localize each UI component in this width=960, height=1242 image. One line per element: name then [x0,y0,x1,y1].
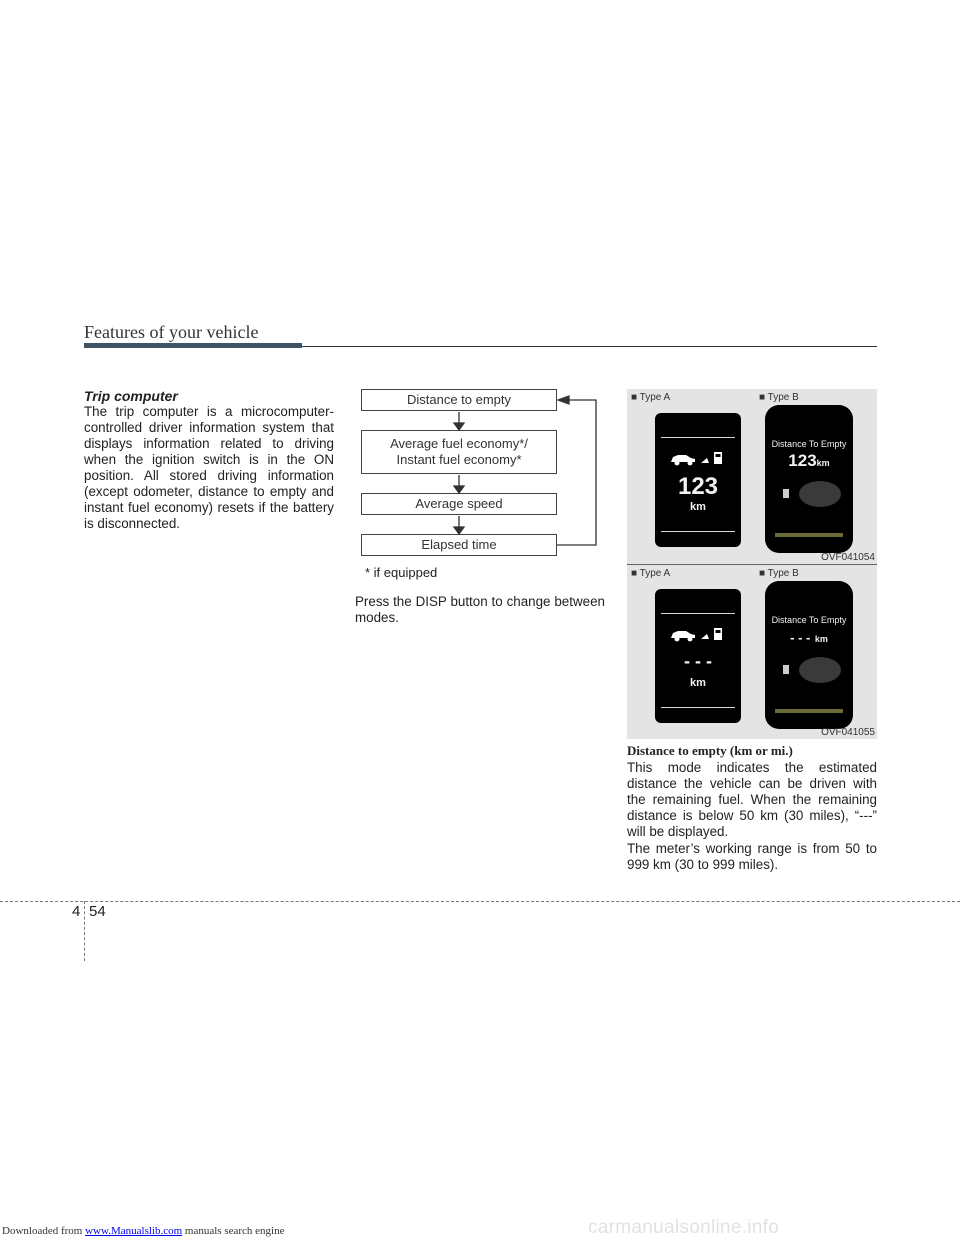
flow-box-average-speed: Average speed [361,493,557,515]
section-title: Features of your vehicle [84,322,259,342]
flow-box-line-2: Instant fuel economy* [396,452,522,467]
figure-distance-to-empty-dashes [627,565,877,739]
car-image [799,657,841,683]
type-a-display [655,589,741,723]
type-a-value: - - - [684,651,712,671]
type-b-value: 123 [788,451,817,470]
manualslib-link[interactable]: www.Manualslib.com [85,1225,183,1237]
arrow-down-icon [454,423,464,430]
flow-box-elapsed-time: Elapsed time [361,534,557,556]
type-b-unit: km [816,458,830,468]
arrow-down-icon [454,486,464,493]
figure-code: OVF041055 [821,727,875,738]
type-b-title: Distance To Empty [771,439,847,449]
watermark: carmanualsonline.info [588,1217,780,1238]
page-number: 54 [89,903,106,920]
disp-instruction: Press the DISP button to change between modes. [355,594,605,625]
distance-to-empty-heading: Distance to empty (km or mi.) [627,743,793,758]
type-b-unit: km [814,634,828,644]
arrow-down-icon [454,527,464,534]
trip-computer-paragraph: The trip computer is a microcomputer-controlled driver information system that displays information related to driving when the ignition switch is in the ON position. All stored driving information (except odometer, distance to empty and instant fuel economy) resets if the battery is disconnected. [84,404,334,531]
trip-computer-heading: Trip computer [84,388,178,404]
arrow-left-icon [558,396,569,404]
car-fuel-icon [669,625,731,643]
footer-dashed-divider [84,901,85,961]
distance-to-empty-paragraph-2: The meter’s working range is from 50 to 999 km (30 to 999 miles). [627,841,877,872]
type-b-label: ■ Type B [759,392,799,403]
download-notice [2,1225,284,1237]
type-b-display [765,405,853,553]
type-a-label: ■ Type A [631,568,671,579]
flow-box-distance-to-empty: Distance to empty [361,389,557,411]
type-b-value: - - - [790,630,811,645]
figure-code: OVF041054 [821,552,875,563]
type-a-unit: km [690,677,706,689]
type-b-label: ■ Type B [759,568,799,579]
footer-dashed-rule [0,901,960,902]
footnote: * if equipped [365,565,438,580]
header-bar [84,343,302,348]
type-a-unit: km [690,501,706,513]
car-fuel-icon [669,449,731,467]
type-b-title: Distance To Empty [771,615,847,625]
flow-box-line-1: Average fuel economy*/ [390,436,528,451]
download-prefix: Downloaded from [2,1225,86,1237]
car-image [799,481,841,507]
fuel-pump-icon [783,489,789,498]
header-rule [302,346,877,347]
flowchart-arrows [355,385,605,565]
fuel-pump-icon [783,665,789,674]
download-suffix: manuals search engine [182,1225,285,1237]
figure-distance-to-empty-value [627,389,877,564]
type-a-label: ■ Type A [631,392,671,403]
type-a-display [655,413,741,547]
chapter-number: 4 [72,903,81,920]
type-a-value: 123 [677,473,719,500]
type-b-display [765,581,853,729]
distance-to-empty-paragraph-1: This mode indicates the estimated distance the vehicle can be driven with the remaining fuel. When the remaining distance is below 50 km (30 miles), “---” will be displayed. [627,760,877,839]
